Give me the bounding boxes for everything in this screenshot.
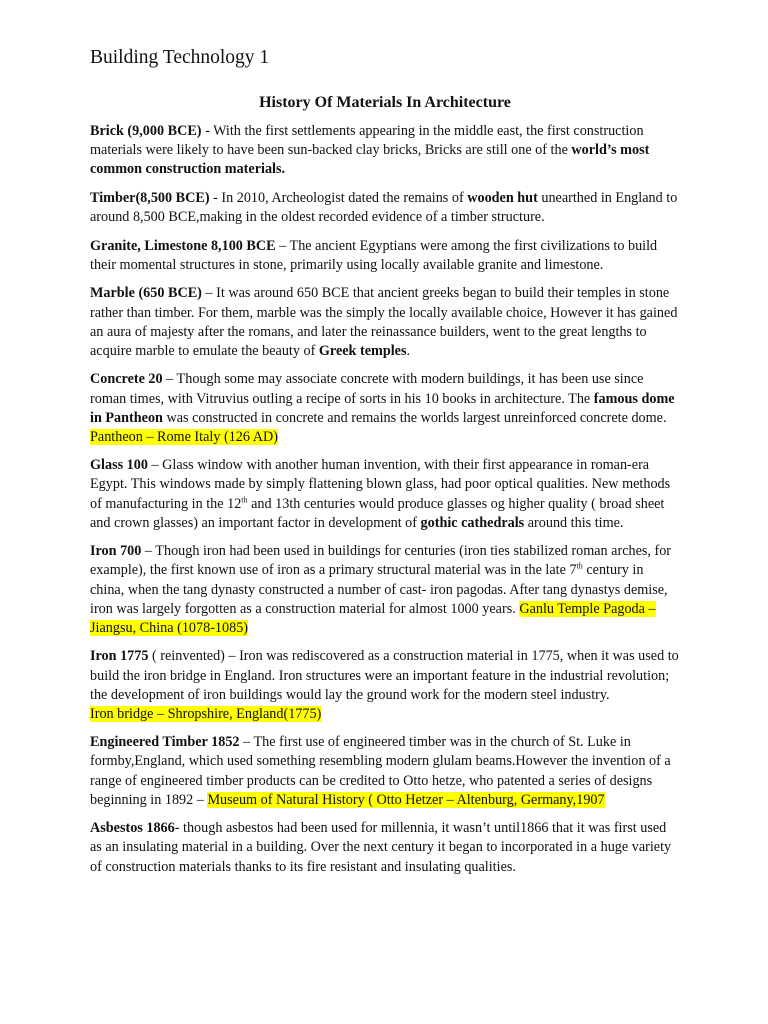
ordinal-superscript: th [241, 494, 248, 504]
entry-bold-text: Concrete 20 [90, 371, 163, 388]
entry-text: – It was around 650 BCE that ancient greeks began to build their temples in stone rather than timber. For them, marble was the simply the locally available choice, However it has gained an aura of majesty after the romans, and later the reinassance builders, went to the great lengths to acquire marble to emulate the beauty of [90, 285, 678, 359]
entry-bold-text: Granite, Limestone 8,100 BCE [90, 237, 276, 254]
document-title: History Of Materials In Architecture [259, 94, 511, 111]
entry-text: unearthed in England to around 8,500 BCE,making in the oldest recorded evidence of a timber structure. [90, 189, 678, 225]
entry-text: – The first use of engineered timber was in the church of St. Luke in formby,England, which used something resembling modern glulam beams.However the invention of a range of engineered timber products can be credited to Otto hetze, who patented a series of designs beginning in 1892 – [90, 734, 671, 808]
highlighted-example: Iron bridge – Shropshire, England(1775) [90, 705, 322, 722]
entry-text: – The ancient Egyptians were among the first civilizations to build their momental structures in stone, primarily using locally available granite and limestone. [90, 237, 658, 273]
entry-bold-text: world’s most common construction materials. [90, 142, 650, 178]
entry-bold-text: Engineered Timber 1852 [90, 734, 240, 751]
entry-bold-text: Marble (650 BCE) [90, 285, 202, 302]
entry-bold-text: Glass 100 [90, 457, 148, 474]
entry-text: - though asbestos had been used for millennia, it wasn’t until1866 that it was first used as an insulating material in a building. Over the next century it began to incorporated in a huge variety of construction materials thanks to its fire resistant and insulating qualities. [90, 820, 672, 875]
entry-text: and 13th centuries would produce glasses og higher quality ( broad sheet and crown glasses) an important factor in development of [90, 495, 665, 531]
entry-text: century in china, when the tang dynasty constructed a number of cast- iron pagodas. After tang dynastys demise, iron was largely forgotten as a construction material for almost 1000 years. [90, 562, 668, 617]
entry-text: - With the first settlements appearing in the middle east, the first construction materials were likely to have been sun-backed clay bricks, Bricks are still one of the [90, 123, 644, 159]
entry-text: . [406, 342, 411, 359]
highlighted-example: Pantheon – Rome Italy (126 AD) [90, 428, 278, 445]
material-entry [90, 370, 680, 446]
highlighted-example: Ganlu Temple Pagoda – Jiangsu, China (1078-1085) [90, 600, 656, 636]
entry-bold-text: wooden hut [467, 189, 538, 206]
material-entry [90, 819, 680, 876]
entry-text: – Though iron had been used in buildings for centuries (iron ties stabilized roman arches, for example), the first known use of iron as a primary structural material was in the late 7 [90, 543, 672, 579]
entry-text: – Though some may associate concrete with modern buildings, it has been use since roman times, with Vitruvius outling a recipe of sorts in his 10 books in architecture. The [90, 371, 644, 407]
entry-text: ( reinvented) – Iron was rediscovered as a construction material in 1775, when it was used to build the iron bridge in England. Iron structures were an important feature in the industrial revolution; the development of iron buildings would lay the ground work for the modern steel industry. [90, 648, 679, 703]
material-entry [90, 284, 680, 360]
highlighted-example: Museum of Natural History ( Otto Hetzer – Altenburg, Germany,1907 [207, 791, 605, 808]
material-entry [90, 189, 680, 227]
ordinal-superscript: th [576, 561, 583, 571]
entry-text: – Glass window with another human invention, with their first appearance in roman-era Egypt. This windows made by simply flattening blown glass, had poor optical qualities. New methods of manufacturing in the 12 [90, 457, 671, 512]
entry-bold-text: Greek temples [318, 342, 407, 359]
material-entry [90, 733, 680, 809]
material-entry [90, 647, 680, 723]
material-entry [90, 456, 680, 532]
entry-bold-text: famous dome in Pantheon [90, 390, 675, 426]
entry-bold-text: gothic cathedrals [420, 514, 525, 531]
entry-text: - In 2010, Archeologist dated the remains of [209, 189, 468, 206]
entry-bold-text: Asbestos 1866 [90, 820, 175, 837]
entry-text: was constructed in concrete and remains the worlds largest unreinforced concrete dome. [162, 409, 667, 426]
material-entries [90, 122, 680, 877]
entry-bold-text: Timber(8,500 BCE) [90, 189, 210, 206]
document-page [90, 44, 680, 886]
entry-text: around this time. [524, 514, 624, 531]
document-header: Building Technology 1 [90, 47, 270, 68]
material-entry [90, 122, 680, 179]
material-entry [90, 542, 680, 637]
entry-bold-text: Brick (9,000 BCE) [90, 123, 202, 139]
entry-bold-text: Iron 700 [90, 543, 142, 560]
entry-bold-text: Iron 1775 [90, 648, 149, 665]
material-entry [90, 237, 680, 275]
